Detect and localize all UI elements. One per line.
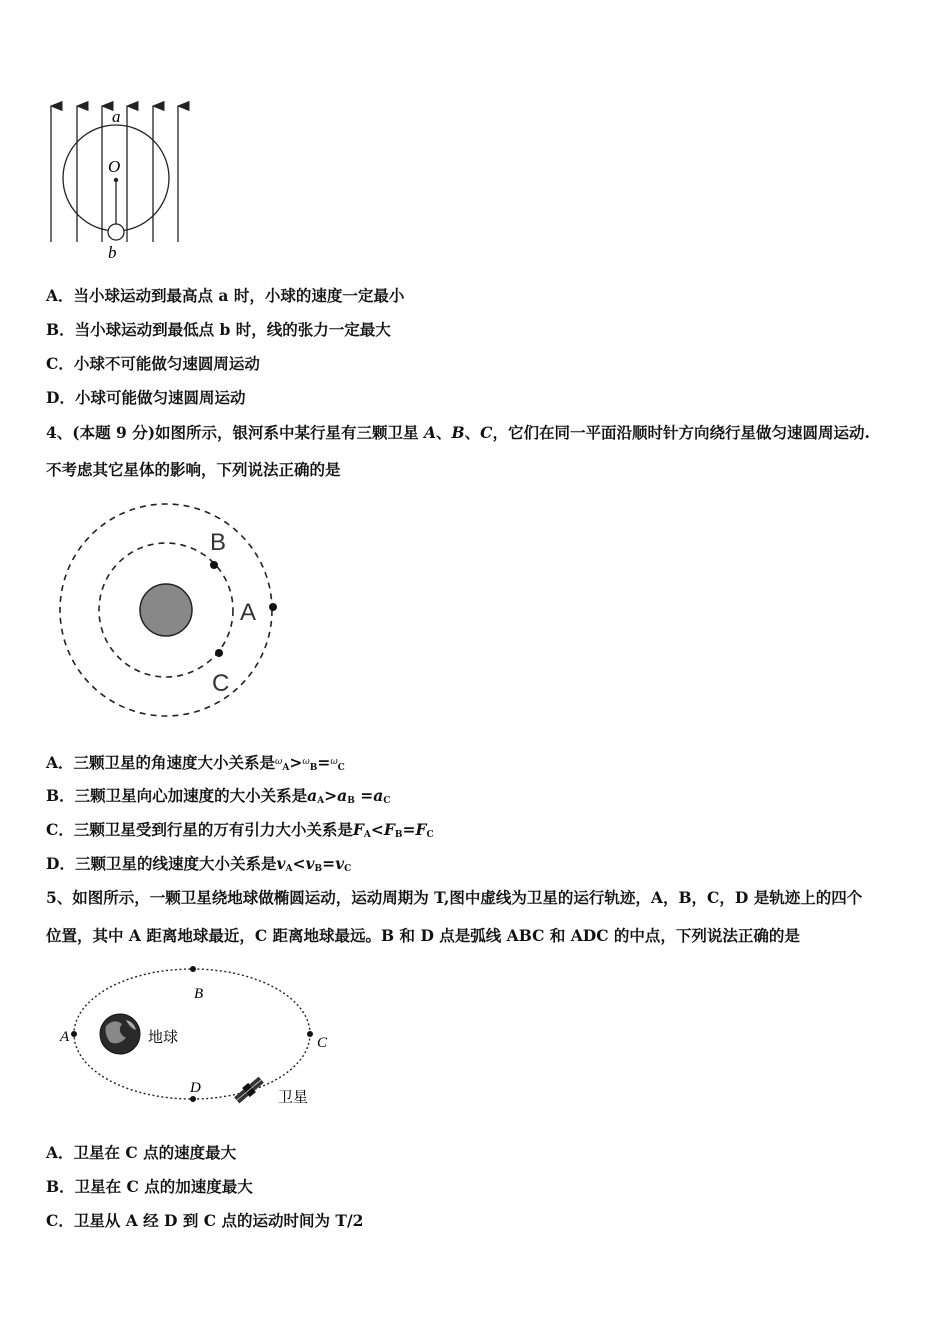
orbit-figure [56,500,286,722]
q5-stem-line2: 位置，其中 A 距离地球最近，C 距离地球最远。B 和 D 点是弧线 ABC 和 ADC 的中点，下列说法正确的是 [46,926,800,945]
q5-stem-line1: 5、如图所示，一颗卫星绕地球做椭圆运动，运动周期为 T,图中虚线为卫星的运行轨迹，A，B，C，D 是轨迹上的四个 [46,888,863,907]
q4-option-d: D．三颗卫星的线速度大小关系是$v_A<v_B=v_C$ [46,854,352,874]
field-circle-figure [40,98,190,268]
planet [140,584,192,636]
label-o: O [108,157,121,176]
label-c: C [212,670,230,697]
label-d: D [190,1080,201,1096]
q5-option-b: B．卫星在 C 点的加速度最大 [46,1177,253,1196]
earth-label: 地球 [148,1028,179,1046]
earth-icon [100,1014,140,1054]
q4-stem-line2: 不考虑其它星体的影响，下列说法正确的是 [46,460,341,479]
label-c: C [317,1035,328,1051]
q3-option-d: D．小球可能做匀速圆周运动 [46,388,246,407]
ellipse-orbit-figure [56,962,346,1112]
label-a: a [112,107,121,126]
q3-option-b: B．当小球运动到最低点 b 时，线的张力一定最大 [46,320,391,339]
q3-option-c: C．小球不可能做匀速圆周运动 [46,354,260,373]
label-b: b [108,243,117,262]
label-a: A [60,1029,70,1045]
q4-option-a: A．三颗卫星的角速度大小关系是$^\omega_A$>$^\omega_B$=$^\omega_C$ [46,753,345,773]
label-b: B [194,986,204,1002]
q3-option-a: A．当小球运动到最高点 a 时，小球的速度一定最小 [46,286,405,305]
satellite-icon [233,1075,265,1105]
q4-option-b: B．三颗卫星向心加速度的大小关系是$a_A>a_B =a_C$ [46,786,391,806]
q5-option-c: C．卫星从 A 经 D 到 C 点的运动时间为 T/2 [46,1211,364,1230]
q5-option-a: A．卫星在 C 点的速度最大 [46,1143,237,1162]
q4-option-c: C．三颗卫星受到行星的万有引力大小关系是$F_A<F_B=F_C$ [46,820,434,840]
satellite-label: 卫星 [278,1088,309,1106]
label-a: A [240,599,257,626]
q4-stem-line1: 4、(本题 9 分)如图所示，银河系中某行星有三颗卫星 A、B、C，它们在同一平面沿顺时针方向绕行星做匀速圆周运动. [46,423,870,442]
label-b: B [210,529,227,556]
